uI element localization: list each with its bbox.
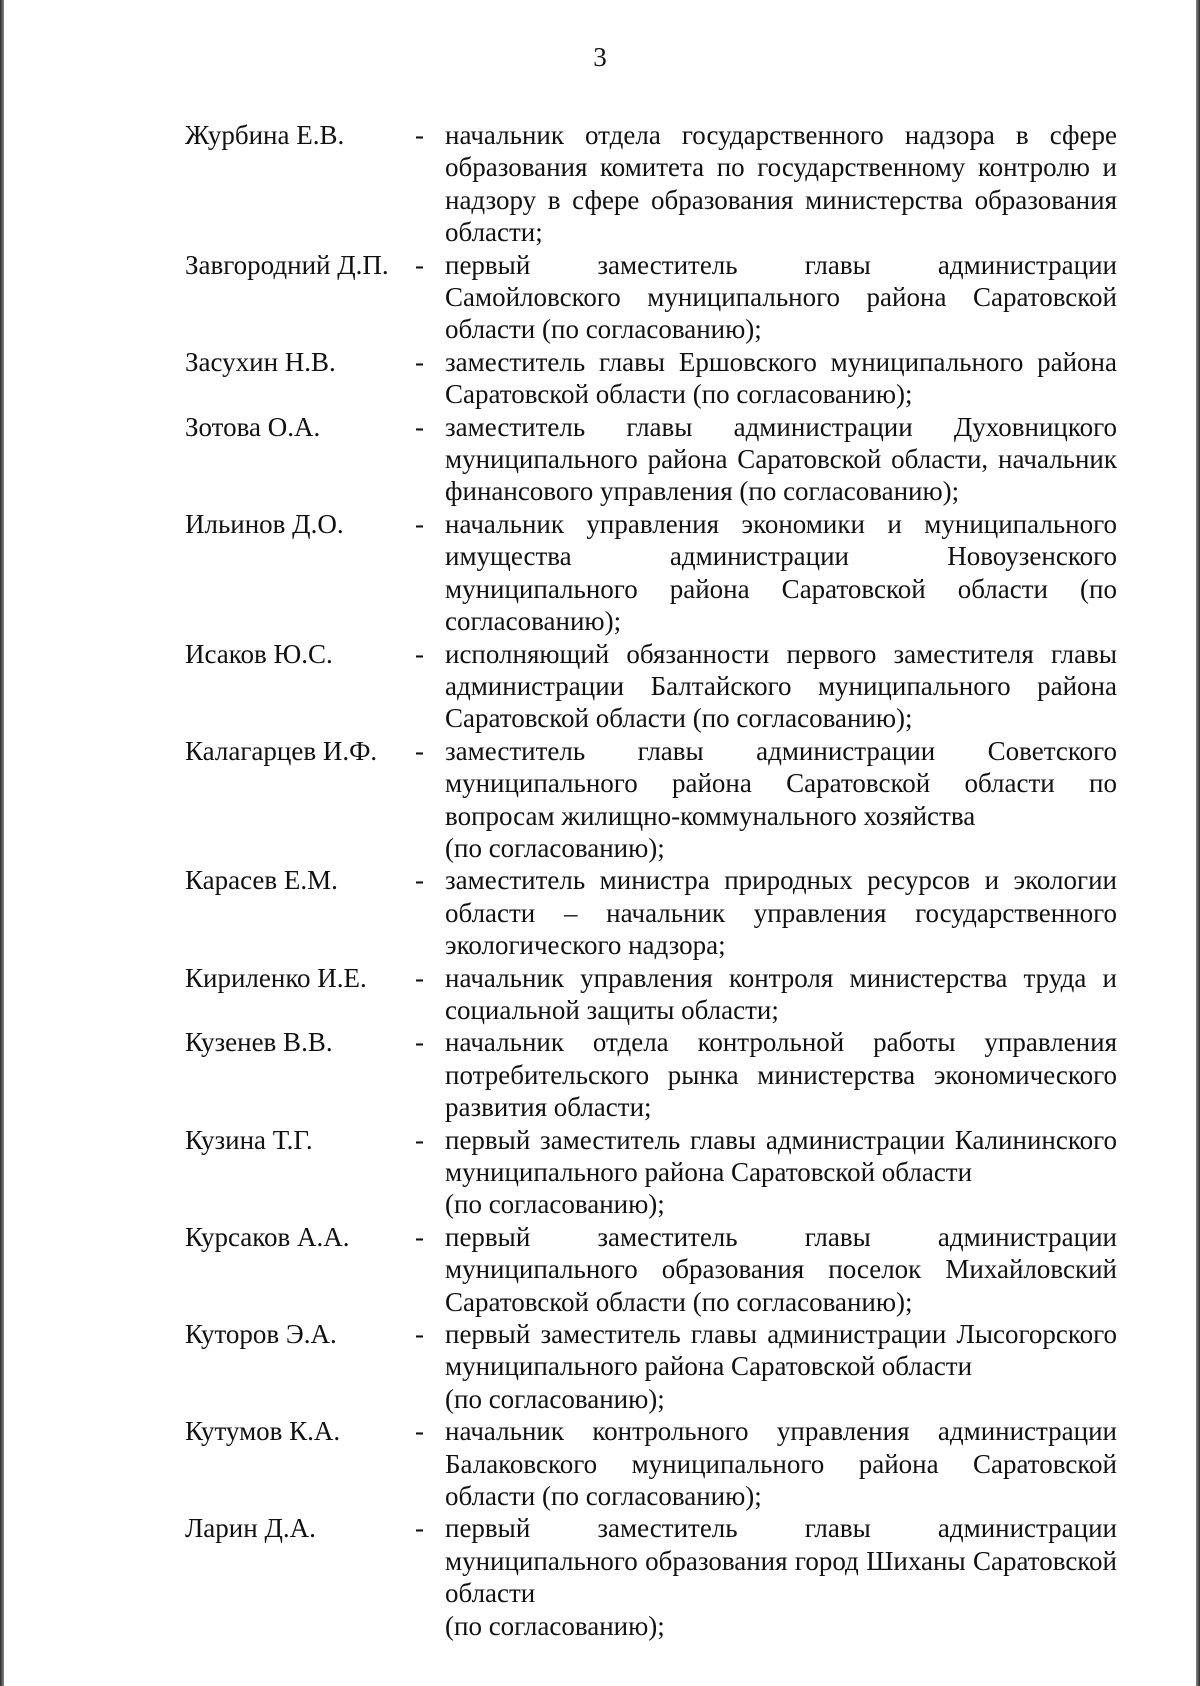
scan-edge-left	[0, 0, 4, 1686]
member-name: Засухин Н.В.	[185, 346, 336, 377]
member-position: первый заместитель главы администрации Лысогорского муниципального района Саратовской области (по согласованию);	[445, 1319, 1117, 1414]
member-name: Ларин Д.А.	[185, 1513, 316, 1544]
list-item	[185, 346, 1117, 411]
member-name: Карасев Е.М.	[185, 865, 338, 896]
member-position: исполняющий обязанности первого заместителя главы администрации Балтайского муниципального района Саратовской области (по согласованию);	[445, 638, 1117, 734]
member-position: начальник отдела государственного надзора в сфере образования комитета по государственному контролю и надзору в сфере образования министерства образования области;	[445, 120, 1117, 248]
member-name: Исаков Ю.С.	[185, 638, 333, 669]
member-position: начальник управления экономики и муниципального имущества администрации Новоузенского муниципального района Саратовской области (по согласованию);	[445, 508, 1117, 637]
dash-separator: -	[415, 346, 424, 377]
dash-separator: -	[415, 638, 424, 669]
dash-separator: -	[415, 411, 424, 442]
list-item	[185, 508, 1117, 638]
member-name: Кутумов К.А.	[185, 1416, 341, 1447]
page-number: 3	[593, 42, 607, 72]
member-position: первый заместитель главы администрации Калининского муниципального района Саратовской области (по согласованию);	[445, 1124, 1117, 1220]
dash-separator: -	[415, 508, 424, 539]
list-item	[185, 1318, 1117, 1415]
member-position: начальник контрольного управления администрации Балаковского муниципального района Саратовской области (по согласованию);	[445, 1416, 1117, 1512]
list-item	[185, 249, 1117, 346]
dash-separator: -	[415, 1221, 424, 1252]
member-name: Завгородний Д.П.	[185, 249, 389, 280]
list-item	[185, 864, 1117, 961]
member-name: Кузенев В.В.	[185, 1027, 333, 1058]
dash-separator: -	[415, 962, 424, 993]
dash-separator: -	[415, 1513, 424, 1544]
member-list	[185, 119, 1117, 1642]
member-name: Курсаков А.А.	[185, 1221, 350, 1252]
list-item	[185, 1221, 1117, 1318]
member-position: начальник отдела контрольной работы управления потребительского рынка министерства экономического развития области;	[445, 1027, 1117, 1123]
list-item	[185, 962, 1117, 1027]
member-position: заместитель министра природных ресурсов и экологии области – начальник управления государственного экологического надзора;	[445, 865, 1117, 961]
scan-edge-right	[1196, 0, 1200, 1686]
member-name: Журбина Е.В.	[185, 120, 345, 150]
list-item	[185, 1026, 1117, 1123]
member-position: начальник управления контроля министерства труда и социальной защиты области;	[445, 962, 1117, 1025]
dash-separator: -	[415, 1416, 424, 1447]
dash-separator: -	[415, 865, 424, 896]
dash-separator: -	[415, 735, 424, 766]
member-position: заместитель главы Ершовского муниципального района Саратовской области (по согласованию);	[445, 346, 1117, 410]
member-name: Калагарцев И.Ф.	[185, 735, 378, 766]
member-name: Ильинов Д.О.	[185, 508, 344, 539]
member-name: Куторов Э.А.	[185, 1319, 337, 1350]
member-position: первый заместитель главы администрации муниципального образования город Шиханы Саратовской области (по согласованию);	[445, 1513, 1117, 1641]
member-position: первый заместитель главы администрации муниципального образования поселок Михайловский Саратовской области (по согласованию);	[445, 1221, 1117, 1317]
member-position: первый заместитель главы администрации Самойловского муниципального района Саратовской области (по согласованию);	[445, 249, 1117, 345]
list-item	[185, 1124, 1117, 1221]
list-item	[185, 411, 1117, 508]
list-item	[185, 1415, 1117, 1512]
dash-separator: -	[415, 1319, 424, 1350]
member-name: Кузина Т.Г.	[185, 1124, 313, 1155]
dash-separator: -	[415, 120, 424, 150]
member-position: заместитель главы администрации Духовницкого муниципального района Саратовской области, начальник финансового управления (по согласованию);	[445, 411, 1117, 507]
member-name: Кириленко И.Е.	[185, 962, 367, 993]
member-position: заместитель главы администрации Советского муниципального района Саратовской области по вопросам жилищно-коммунального хозяйства (по согласованию);	[445, 735, 1117, 863]
dash-separator: -	[415, 1124, 424, 1155]
list-item	[185, 735, 1117, 865]
dash-separator: -	[415, 249, 424, 280]
list-item	[185, 638, 1117, 735]
list-item	[185, 119, 1117, 249]
member-name: Зотова О.А.	[185, 411, 321, 442]
dash-separator: -	[415, 1027, 424, 1058]
list-item	[185, 1512, 1117, 1642]
